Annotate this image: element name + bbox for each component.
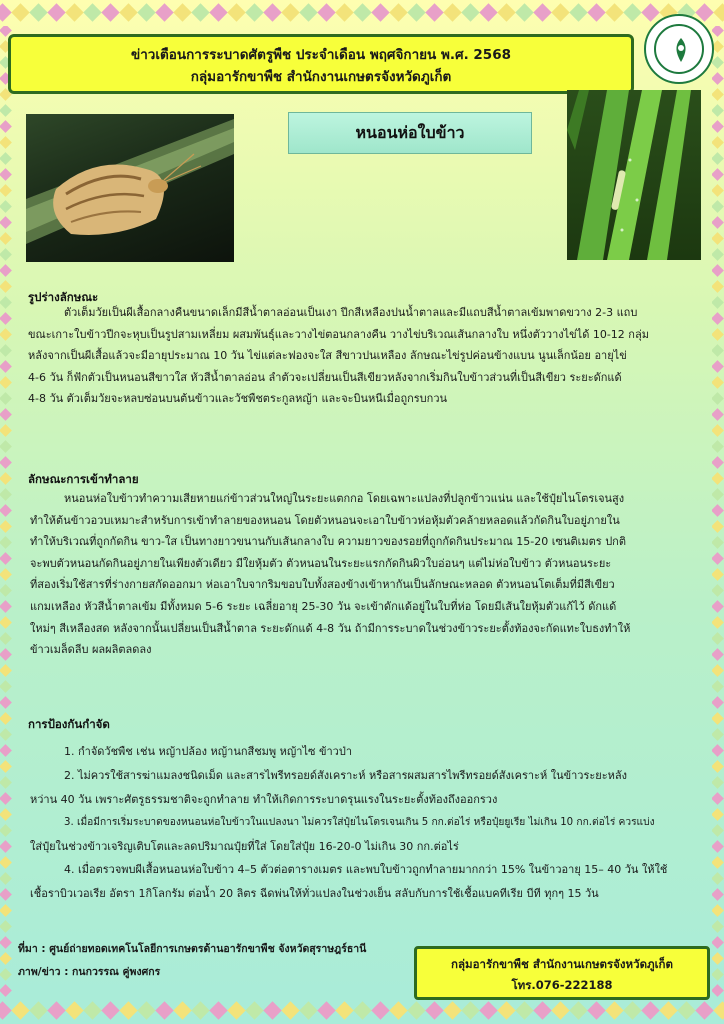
logo-ring	[654, 24, 704, 74]
border-diamond	[712, 744, 724, 757]
border-diamond	[712, 360, 724, 373]
damage-heading: ลักษณะการเข้าทำลาย	[28, 472, 139, 486]
border-diamond	[712, 312, 724, 325]
border-diamond	[712, 104, 724, 117]
border-diamond	[712, 472, 724, 485]
header-banner	[8, 34, 634, 94]
border-diamond	[407, 1001, 425, 1019]
control-item: ใส่ปุ๋ยในช่วงข้าวเจริญเติบโตและลดปริมาณปุ๋ยที่ใส่ โดยใส่ปุ๋ย 16-20-0 ไม่เกิน 30 กก.ต่อไร่	[30, 840, 459, 853]
border-diamond	[712, 616, 724, 629]
control-item: 3. เมื่อมีการเริ่มระบาดของหนอนห่อใบข้าวในแปลงนา ไม่ควรใส่ปุ๋ยไนโตรเจนเกิน 5 กก.ต่อไร่ หรือปุ๋ยยูเรีย ไม่เกิน 10 กก.ต่อไร่ ควรแบ่ง	[64, 817, 655, 828]
footer-source: ที่มา : ศูนย์ถ่ายทอดเทคโนโลยีการเกษตรด้านอารักขาพืช จังหวัดสุราษฎร์ธานี	[18, 943, 367, 955]
border-diamond	[83, 3, 101, 21]
border-diamond	[695, 1001, 713, 1019]
border-diamond	[479, 3, 497, 21]
border-diamond	[712, 872, 724, 885]
border-diamond	[155, 3, 173, 21]
border-diamond	[712, 216, 724, 229]
border-diamond	[317, 1001, 335, 1019]
border-diamond	[712, 984, 724, 997]
border-diamond	[191, 3, 209, 21]
border-diamond	[712, 200, 724, 213]
border-diamond	[0, 648, 12, 661]
border-diamond	[461, 3, 479, 21]
border-diamond	[245, 3, 263, 21]
border-diamond	[173, 1001, 191, 1019]
border-diamond	[0, 328, 12, 341]
appearance-heading: รูปร่างลักษณะ	[28, 290, 99, 304]
border-diamond	[0, 264, 12, 277]
border-diamond	[712, 56, 724, 69]
border-diamond	[712, 88, 724, 101]
border-diamond	[712, 424, 724, 437]
border-diamond	[712, 648, 724, 661]
border-diamond	[0, 216, 12, 229]
bottom-diamond-border	[0, 998, 724, 1024]
border-diamond	[712, 392, 724, 405]
border-diamond	[389, 1001, 407, 1019]
border-diamond	[712, 680, 724, 693]
border-diamond	[0, 984, 12, 997]
border-diamond	[227, 3, 245, 21]
border-diamond	[137, 1001, 155, 1019]
border-diamond	[0, 440, 12, 453]
border-diamond	[0, 168, 12, 181]
border-diamond	[623, 1001, 641, 1019]
border-diamond	[712, 376, 724, 389]
border-diamond	[0, 600, 12, 613]
agriculture-office-logo	[644, 14, 714, 84]
control-item: หว่าน 40 วัน เพราะศัตรูธรรมชาติจะถูกทำลาย ทำให้เกิดการระบาดรุนแรงในระยะตั้งท้องถึงออกรวง	[30, 793, 498, 806]
border-diamond	[0, 760, 12, 773]
border-diamond	[0, 392, 12, 405]
border-diamond	[712, 168, 724, 181]
border-diamond	[712, 968, 724, 981]
border-diamond	[0, 184, 12, 197]
border-diamond	[712, 120, 724, 133]
border-diamond	[443, 3, 461, 21]
damage-line: ที่สองเริ่มใช้สารที่ร่างกายสกัดออกมา ห่อเอาใบจากริมขอบใบทั้งสองข้างเข้าหากันเป็นลักษณะหลอด ตัวหนอนโตเต็มที่มีสีเขียว	[30, 578, 615, 592]
rice-leaf-larva-photo	[567, 90, 701, 260]
border-diamond	[0, 840, 12, 853]
border-diamond	[533, 1001, 551, 1019]
border-diamond	[0, 872, 12, 885]
page-title: หนอนห่อใบข้าว	[288, 112, 532, 154]
border-diamond	[425, 1001, 443, 1019]
border-diamond	[712, 728, 724, 741]
border-diamond	[29, 3, 47, 21]
border-diamond	[155, 1001, 173, 1019]
appearance-line: หลังจากเป็นผีเสื้อแล้วจะมีอายุประมาณ 10 วัน ไข่แต่ละฟองจะใส สีขาวปนเหลือง ลักษณะไข่รูปค่อนข้างแบน นูนเล็กน้อย อายุไข่	[28, 349, 627, 363]
border-diamond	[0, 808, 12, 821]
border-diamond	[712, 408, 724, 421]
border-diamond	[299, 3, 317, 21]
border-diamond	[712, 456, 724, 469]
border-diamond	[0, 152, 12, 165]
border-diamond	[371, 1001, 389, 1019]
border-diamond	[587, 1001, 605, 1019]
border-diamond	[353, 1001, 371, 1019]
border-diamond	[0, 248, 12, 261]
border-diamond	[65, 1001, 83, 1019]
border-diamond	[0, 968, 12, 981]
border-diamond	[605, 1001, 623, 1019]
border-diamond	[551, 1001, 569, 1019]
damage-line: หนอนห่อใบข้าวทำความเสียหายแก่ข้าวส่วนใหญ่ในระยะแตกกอ โดยเฉพาะแปลงที่ปลูกข้าวแน่น และใช้ปุ๋ยไนโตรเจนสูง	[64, 492, 625, 505]
border-diamond	[713, 3, 724, 21]
right-diamond-border	[712, 26, 724, 998]
control-item: 1. กำจัดวัชพืช เช่น หญ้าปล้อง หญ้านกสีชมพู หญ้าไซ ข้าวป่า	[64, 745, 352, 758]
border-diamond	[712, 520, 724, 533]
border-diamond	[641, 3, 659, 21]
border-diamond	[0, 312, 12, 325]
footer-office: กลุ่มอารักขาพืช สำนักงานเกษตรจังหวัดภูเก็ต	[451, 957, 673, 971]
border-diamond	[0, 488, 12, 501]
border-diamond	[569, 3, 587, 21]
border-diamond	[461, 1001, 479, 1019]
border-diamond	[712, 72, 724, 85]
border-diamond	[0, 664, 12, 677]
border-diamond	[712, 920, 724, 933]
border-diamond	[712, 760, 724, 773]
border-diamond	[0, 520, 12, 533]
border-diamond	[0, 232, 12, 245]
appearance-line: ตัวเต็มวัยเป็นผีเสื้อกลางคืนขนาดเล็กมีสีน้ำตาลอ่อนเป็นเงา ปีกสีเหลืองปนน้ำตาลและมีแถบสีน้ำตาลเข้มพาดขวาง 2-3 แถบ	[64, 306, 638, 319]
border-diamond	[712, 952, 724, 965]
top-diamond-border	[0, 0, 724, 26]
border-diamond	[551, 3, 569, 21]
border-diamond	[712, 26, 724, 37]
border-diamond	[137, 3, 155, 21]
border-diamond	[335, 3, 353, 21]
border-diamond	[712, 712, 724, 725]
border-diamond	[712, 504, 724, 517]
border-diamond	[713, 1001, 724, 1019]
border-diamond	[11, 1001, 29, 1019]
appearance-line: 4-8 วัน ตัวเต็มวัยจะหลบซ่อนบนต้นข้าวและวัชพืชตระกูลหญ้า และจะบินหนีเมื่อถูกรบกวน	[28, 392, 448, 406]
border-diamond	[0, 376, 12, 389]
border-diamond	[712, 568, 724, 581]
footer-credits	[12, 936, 404, 990]
border-diamond	[335, 1001, 353, 1019]
footer-credit: ภาพ/ข่าว : กนกวรรณ คู่พงศกร	[18, 966, 161, 978]
border-diamond	[0, 856, 12, 869]
border-diamond	[47, 1001, 65, 1019]
border-diamond	[0, 472, 12, 485]
damage-line: ทำให้ต้นข้าวอวบเหมาะสำหรับการเข้าทำลายของหนอน โดยตัวหนอนจะเอาใบข้าวห่อหุ้มตัวคล้ายหลอดแล้วกัดกินใบอยู่ภายใน	[30, 513, 620, 527]
border-diamond	[712, 280, 724, 293]
border-diamond	[209, 3, 227, 21]
border-diamond	[712, 776, 724, 789]
border-diamond	[533, 3, 551, 21]
border-diamond	[0, 616, 12, 629]
logo-emblem-icon	[668, 36, 694, 64]
border-diamond	[712, 328, 724, 341]
control-item: 4. เมื่อตรวจพบผีเสื้อหนอนห่อใบข้าว 4–5 ตัวต่อตารางเมตร และพบใบข้าวถูกทำลายมากกว่า 15% ในข้าวอายุ 15– 40 วัน ให้ใช้	[64, 863, 668, 876]
border-diamond	[0, 744, 12, 757]
border-diamond	[569, 1001, 587, 1019]
border-diamond	[712, 840, 724, 853]
footer-office-box	[414, 946, 710, 1000]
damage-line: แกมเหลือง หัวสีน้ำตาลเข้ม มีทั้งหมด 5-6 ระยะ เฉลี่ยอายุ 25-30 วัน จะเข้าดักแด้อยู่ในใบที่ห่อ โดยมีเส้นใยหุ้มตัวแก้ไว้ ดักแด้	[30, 599, 617, 613]
border-diamond	[0, 632, 12, 645]
appearance-line: ขณะเกาะใบข้าวปีกจะหุบเป็นรูปสามเหลี่ยม ผสมพันธุ์และวางไข่ตอนกลางคืน วางไข่บริเวณเส้นกลางใบ หนึ่งตัววางไข่ได้ 10-12 กลุ่ม	[28, 327, 649, 341]
border-diamond	[712, 232, 724, 245]
border-diamond	[712, 136, 724, 149]
border-diamond	[0, 920, 12, 933]
border-diamond	[0, 728, 12, 741]
border-diamond	[0, 792, 12, 805]
border-diamond	[263, 1001, 281, 1019]
border-diamond	[497, 3, 515, 21]
border-diamond	[0, 3, 12, 21]
border-diamond	[425, 3, 443, 21]
border-diamond	[712, 904, 724, 917]
border-diamond	[0, 680, 12, 693]
border-diamond	[0, 824, 12, 837]
border-diamond	[712, 152, 724, 165]
border-diamond	[0, 888, 12, 901]
appearance-paragraph	[28, 302, 700, 410]
border-diamond	[371, 3, 389, 21]
border-diamond	[0, 1001, 12, 1019]
border-diamond	[443, 1001, 461, 1019]
damage-line: จะพบตัวหนอนกัดกินอยู่ภายในเพียงตัวเดียว มีใยหุ้มตัว ตัวหนอนในระยะแรกกัดกินผิวใบอ่อนๆ แต่ไม่ห่อใบข้าว ตัวหนอนระยะ	[30, 556, 612, 570]
border-diamond	[0, 280, 12, 293]
border-diamond	[515, 1001, 533, 1019]
border-diamond	[0, 104, 12, 117]
border-diamond	[0, 408, 12, 421]
border-diamond	[0, 424, 12, 437]
border-diamond	[101, 3, 119, 21]
border-diamond	[0, 296, 12, 309]
border-diamond	[317, 3, 335, 21]
border-diamond	[245, 1001, 263, 1019]
border-diamond	[0, 952, 12, 965]
border-diamond	[712, 344, 724, 357]
damage-line: ใหม่ๆ สีเหลืองสด หลังจากนั้นเปลี่ยนเป็นสีน้ำตาล ระยะดักแด้ 4-8 วัน ถ้ามีการระบาดในช่วงข้าวระยะตั้งท้องจะกัดแทะใบธงทำให้	[30, 621, 631, 635]
border-diamond	[281, 1001, 299, 1019]
border-diamond	[0, 200, 12, 213]
damage-paragraph	[30, 488, 702, 661]
border-diamond	[407, 3, 425, 21]
border-diamond	[119, 3, 137, 21]
border-diamond	[0, 776, 12, 789]
border-diamond	[712, 808, 724, 821]
border-diamond	[497, 1001, 515, 1019]
border-diamond	[281, 3, 299, 21]
border-diamond	[0, 136, 12, 149]
border-diamond	[712, 856, 724, 869]
border-diamond	[605, 3, 623, 21]
border-diamond	[623, 3, 641, 21]
border-diamond	[65, 3, 83, 21]
border-diamond	[353, 3, 371, 21]
header-subtitle: กลุ่มอารักขาพืช สำนักงานเกษตรจังหวัดภูเก็ต	[190, 69, 452, 85]
border-diamond	[29, 1001, 47, 1019]
border-diamond	[712, 664, 724, 677]
border-diamond	[677, 1001, 695, 1019]
border-diamond	[389, 3, 407, 21]
border-diamond	[712, 824, 724, 837]
border-diamond	[11, 3, 29, 21]
border-diamond	[712, 632, 724, 645]
border-diamond	[712, 488, 724, 501]
border-diamond	[0, 552, 12, 565]
border-diamond	[712, 184, 724, 197]
border-diamond	[263, 3, 281, 21]
border-diamond	[0, 936, 12, 949]
control-item: เชื้อราบิวเวอเรีย อัตรา 1กิโลกรัม ต่อน้ำ 20 ลิตร ฉีดพ่นให้ทั่วแปลงในช่วงเย็น สลับกับการใช้เชื้อแบคทีเรีย บีที ทุกๆ 15 วัน	[30, 887, 599, 900]
border-diamond	[712, 792, 724, 805]
damage-line: ทำให้บริเวณที่ถูกกัดกิน ขาว-ใส เป็นทางยาวขนานกับเส้นกลางใบ ความยาวของรอยที่ถูกกัดกินประมาณ 15-20 เซนติเมตร ปกติ	[30, 535, 626, 549]
left-diamond-border	[0, 26, 12, 998]
border-diamond	[712, 936, 724, 949]
control-heading: การป้องกันกำจัด	[28, 717, 110, 731]
border-diamond	[101, 1001, 119, 1019]
control-item: 2. ไม่ควรใช้สารฆ่าแมลงชนิดเม็ด และสารไพรีทรอยด์สังเคราะห์ หรือสารผสมสารไพรีทรอยด์สังเคราะห์ ในข้าวระยะหลัง	[64, 769, 628, 782]
border-diamond	[209, 1001, 227, 1019]
border-diamond	[119, 1001, 137, 1019]
border-diamond	[712, 248, 724, 261]
border-diamond	[0, 504, 12, 517]
border-diamond	[712, 888, 724, 901]
border-diamond	[712, 440, 724, 453]
border-diamond	[0, 456, 12, 469]
border-diamond	[479, 1001, 497, 1019]
border-diamond	[191, 1001, 209, 1019]
border-diamond	[712, 600, 724, 613]
border-diamond	[0, 120, 12, 133]
border-diamond	[515, 3, 533, 21]
border-diamond	[0, 344, 12, 357]
border-diamond	[0, 712, 12, 725]
border-diamond	[299, 1001, 317, 1019]
border-diamond	[712, 552, 724, 565]
border-diamond	[227, 1001, 245, 1019]
border-diamond	[712, 584, 724, 597]
border-diamond	[0, 904, 12, 917]
border-diamond	[0, 536, 12, 549]
footer-phone: โทร.076-222188	[511, 978, 613, 992]
appearance-line: 4-6 วัน ก็ฟักตัวเป็นหนอนสีขาวใส หัวสีน้ำตาลอ่อน ลำตัวจะเปลี่ยนเป็นสีเขียวหลังจากเริ่มกินใบข้าวส่วนที่เป็นสีเขียว ระยะดักแด้	[28, 370, 622, 384]
border-diamond	[0, 696, 12, 709]
border-diamond	[641, 1001, 659, 1019]
border-diamond	[0, 584, 12, 597]
border-diamond	[83, 1001, 101, 1019]
border-diamond	[712, 296, 724, 309]
border-diamond	[587, 3, 605, 21]
rice-leaffolder-moth-photo	[26, 114, 234, 262]
header-title: ข่าวเตือนการระบาดศัตรูพืช ประจำเดือน พฤศจิกายน พ.ศ. 2568	[130, 47, 511, 63]
border-diamond	[659, 1001, 677, 1019]
border-diamond	[173, 3, 191, 21]
border-diamond	[712, 536, 724, 549]
damage-line: ข้าวเมล็ดลีบ ผลผลิตลดลง	[30, 643, 152, 657]
border-diamond	[0, 568, 12, 581]
border-diamond	[0, 360, 12, 373]
border-diamond	[712, 264, 724, 277]
border-diamond	[47, 3, 65, 21]
border-diamond	[712, 696, 724, 709]
